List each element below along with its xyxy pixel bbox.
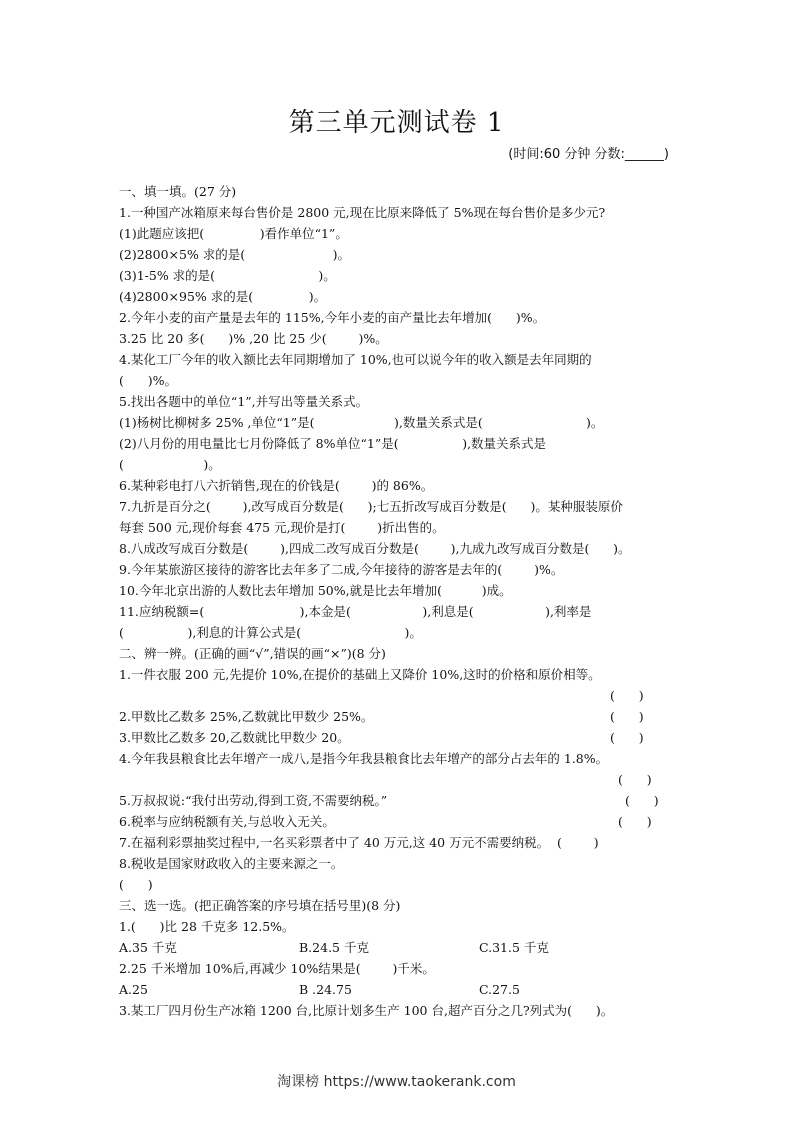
choice-c: C.31.5 千克 [479,940,549,955]
question-line: 2.25 千米增加 10%后,再减少 10%结果是( )千米。 [119,961,435,976]
question-line: 10.今年北京出游的人数比去年增加 50%,就是比去年增加( )成。 [119,583,512,598]
question-line: 1.一件衣服 200 元,先提价 10%,在提价的基础上又降价 10%,这时的价格和原价相等。 [119,667,601,682]
choice-c: C.27.5 [479,982,520,997]
question-line: 5.找出各题中的单位“1”,并写出等量关系式。 [119,394,369,409]
question-line: (4)2800×95% 求的是( )。 [119,289,327,304]
choice-b: B.24.5 千克 [299,940,369,955]
question-line: 8.税收是国家财政收入的主要来源之一。 [119,856,344,871]
choice-b: B .24.75 [299,982,352,997]
question-line: 2.今年小麦的亩产量是去年的 115%,今年小麦的亩产量比去年增加( )%。 [119,310,546,325]
question-line: (2)八月份的用电量比七月份降低了 8%单位“1”是( ),数量关系式是 [119,436,547,451]
question-line: 2.甲数比乙数多 25%,乙数就比甲数少 25%。 [119,709,374,724]
section-2-heading: 二、辨一辨。(正确的画“√”,错误的画“×”)(8 分) [119,646,386,661]
question-line: 7.在福利彩票抽奖过程中,一名买彩票者中了 40 万元,这 40 万元不需要纳税。 ( ) [119,835,599,850]
answer-bracket: ( ) [625,793,659,808]
section-3-heading: 三、选一选。(把正确答案的序号填在括号里)(8 分) [119,898,401,913]
question-line: 5.万叔叔说:“我付出劳动,得到工资,不需要纳税。” [119,793,388,808]
question-line: 3.25 比 20 多( )% ,20 比 25 少( )%。 [119,331,388,346]
question-line: ( )。 [119,457,221,472]
question-line: (1)杨树比柳树多 25% ,单位“1”是( ),数量关系式是( )。 [119,415,604,430]
answer-bracket: ( ) [610,688,644,703]
question-line: ( ),利息的计算公式是( )。 [119,625,422,640]
answer-bracket: ( ) [610,730,644,745]
choice-a: A.25 [119,982,148,997]
answer-bracket: ( ) [618,772,652,787]
question-line: 1.一种国产冰箱原来每台售价是 2800 元,现在比原来降低了 5%现在每台售价是多少元? [119,205,606,220]
question-line: 11.应纳税额=( ),本金是( ),利息是( ),利率是 [119,604,592,619]
page-title: 第三单元测试卷 1 [288,108,505,138]
question-line: 4.某化工厂今年的收入额比去年同期增加了 10%,也可以说今年的收入额是去年同期的 [119,352,592,367]
question-line: 4.今年我县粮食比去年增产一成八,是指今年我县粮食比去年增产的部分占去年的 1.8%。 [119,751,609,766]
question-line: 3.某工厂四月份生产冰箱 1200 台,比原计划多生产 100 台,超产百分之几?列式为( )。 [119,1003,614,1018]
question-line: 每套 500 元,现价每套 475 元,现价是打( )折出售的。 [119,520,445,535]
time-score-line: (时间:60 分钟 分数:______) [508,147,669,162]
question-line: (1)此题应该把( )看作单位“1”。 [119,226,348,241]
question-line: (2)2800×5% 求的是( )。 [119,247,350,262]
question-line: 3.甲数比乙数多 20,乙数就比甲数少 20。 [119,730,350,745]
question-line: ( )%。 [119,373,177,388]
question-line: 9.今年某旅游区接待的游客比去年多了二成,今年接待的游客是去年的( )%。 [119,562,564,577]
choice-a: A.35 千克 [119,940,177,955]
answer-bracket: ( ) [610,709,644,724]
question-line: ( ) [119,877,153,892]
answer-bracket: ( ) [618,814,652,829]
question-line: 8.八成改写成百分数是( ),四成二改写成百分数是( ),九成九改写成百分数是( )。 [119,541,631,556]
section-1-heading: 一、填一填。(27 分) [119,184,237,199]
footer-watermark: 淘课榜 https://www.taokerank.com [277,1074,516,1090]
question-line: 6.某种彩电打八六折销售,现在的价钱是( )的 86%。 [119,478,434,493]
question-line: 6.税率与应纳税额有关,与总收入无关。 [119,814,335,829]
question-line: 1.( )比 28 千克多 12.5%。 [119,919,295,934]
question-line: 7.九折是百分之( ),改写成百分数是( );七五折改写成百分数是( )。某种服装原价 [119,499,623,514]
question-line: (3)1-5% 求的是( )。 [119,268,336,283]
